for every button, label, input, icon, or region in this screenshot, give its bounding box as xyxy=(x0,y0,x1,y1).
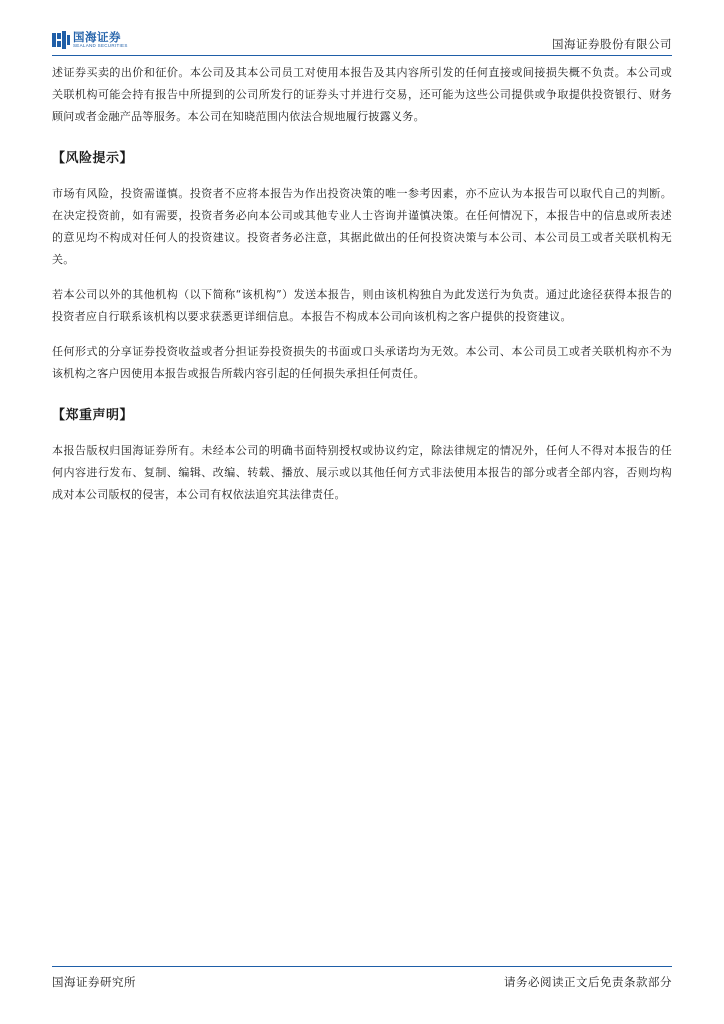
statement-section-title: 【郑重声明】 xyxy=(52,408,134,423)
logo-text-en: SEALAND SECURITIES xyxy=(73,43,128,48)
intro-paragraph: 述证券买卖的出价和征价。本公司及其本公司员工对使用本报告及其内容所引发的任何直接或间接损失概不负责。本公司或关联机构可能会持有报告中所提到的公司所发行的证券头寸并进行交易，还可能为这些公司提供或争取提供投资银行、财务顾问或者金融产品等服务。本公司在知晓范围内依法合规地履行披露义务。 xyxy=(52,66,672,123)
page-footer xyxy=(52,966,672,997)
risk-section-title: 【风险提示】 xyxy=(52,151,134,166)
sealand-logo-icon xyxy=(52,31,70,49)
logo-text xyxy=(73,29,128,49)
header-company-name: 国海证券股份有限公司 xyxy=(552,37,672,51)
statement-paragraph: 本报告版权归国海证券所有。未经本公司的明确书面特别授权或协议约定，除法律规定的情况外，任何人不得对本报告的任何内容进行发布、复制、编辑、改编、转载、播放、展示或以其他任何方式非法使用本报告的部分或者全部内容，否则均构成对本公司版权的侵害，本公司有权依法追究其法律责任。 xyxy=(52,444,672,501)
footer-institute-name: 国海证券研究所 xyxy=(52,975,136,989)
risk-paragraph: 任何形式的分享证券投资收益或者分担证券投资损失的书面或口头承诺均为无效。本公司、本公司员工或者关联机构亦不为该机构之客户因使用本报告或报告所载内容引起的任何损失承担任何责任。 xyxy=(52,345,672,380)
footer-disclaimer-note: 请务必阅读正文后免责条款部分 xyxy=(504,975,672,989)
logo-text-cn: 国海证券 xyxy=(73,29,121,44)
page-content xyxy=(52,62,672,506)
company-logo xyxy=(52,31,128,49)
risk-paragraph: 市场有风险，投资需谨慎。投资者不应将本报告为作出投资决策的唯一参考因素，亦不应认为本报告可以取代自己的判断。在决定投资前，如有需要，投资者务必向本公司或其他专业人士咨询并谨慎决策。在任何情况下，本报告中的信息或所表述的意见均不构成对任何人的投资建议。投资者务必注意，其据此做出的任何投资决策与本公司、本公司员工或者关联机构无关。 xyxy=(52,187,672,266)
page-header xyxy=(52,28,672,56)
risk-paragraph: 若本公司以外的其他机构（以下简称“该机构”）发送本报告，则由该机构独自为此发送行为负责。通过此途径获得本报告的投资者应自行联系该机构以要求获悉更详细信息。本报告不构成本公司向该机构之客户提供的投资建议。 xyxy=(52,288,672,323)
